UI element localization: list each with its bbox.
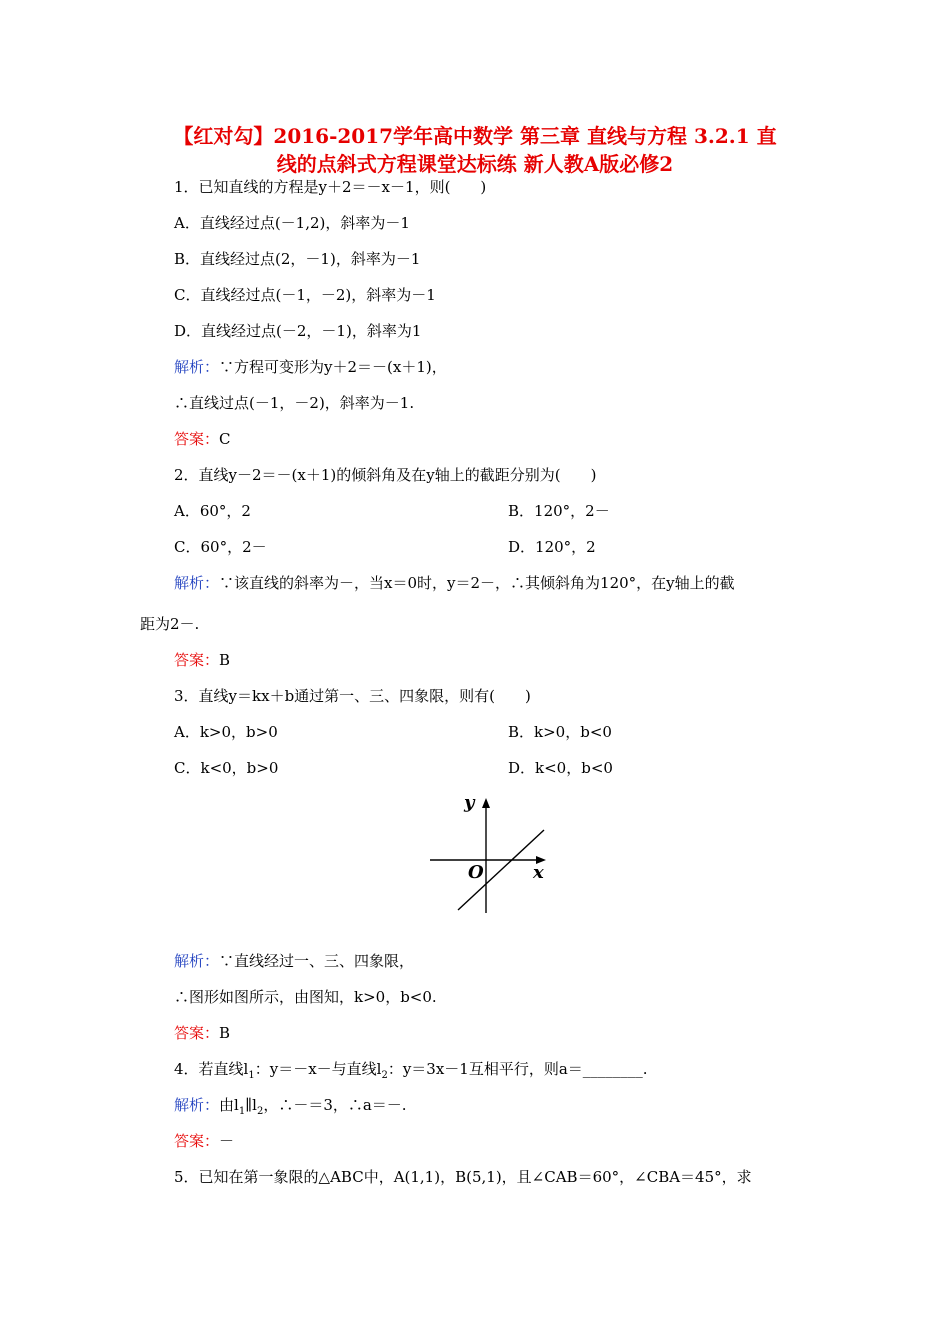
q1-analysis-text-1: ∵方程可变形为y＋2＝－(x＋1)， bbox=[219, 358, 447, 376]
q1-option-d: D．直线经过点(－2，－1)，斜率为1 bbox=[174, 322, 422, 340]
document-title bbox=[100, 122, 850, 178]
q4-stem-part-b: ：y＝－x－与直线l bbox=[254, 1060, 382, 1078]
title-line-1: 【红对勾】2016-2017学年高中数学 第三章 直线与方程 3.2.1 直 bbox=[173, 124, 777, 148]
q1-analysis bbox=[174, 357, 447, 377]
q2-answer bbox=[174, 650, 230, 670]
analysis-label: 解析： bbox=[174, 358, 220, 376]
y-axis-arrow bbox=[482, 798, 490, 808]
analysis-label: 解析： bbox=[174, 952, 220, 970]
q3-analysis-text-2: ∴图形如图所示，由图知，k>0，b<0. bbox=[174, 988, 437, 1006]
q4-answer-value: － bbox=[219, 1132, 235, 1150]
answer-label: 答案： bbox=[174, 1132, 220, 1150]
q2-option-c: C．60°，2－ bbox=[174, 538, 267, 556]
title-line-2: 线的点斜式方程课堂达标练 新人教A版必修2 bbox=[276, 152, 674, 176]
q1-answer-value: C bbox=[219, 430, 231, 448]
q4-analysis-subscript-1: 1 bbox=[238, 1106, 246, 1117]
q3-coordinate-figure bbox=[420, 788, 560, 918]
q4-stem bbox=[174, 1059, 648, 1086]
answer-label: 答案： bbox=[174, 651, 220, 669]
analysis-label: 解析： bbox=[174, 1096, 220, 1114]
answer-label: 答案： bbox=[174, 1024, 220, 1042]
q3-answer-value: B bbox=[219, 1024, 231, 1042]
q4-analysis-part-c: ，∴－＝3，∴a＝－. bbox=[263, 1096, 407, 1114]
q3-option-c: C．k<0，b>0 bbox=[174, 759, 279, 777]
q4-analysis-part-b: ∥l bbox=[245, 1096, 257, 1114]
q3-analysis-text-1: ∵直线经过一、三、四象限， bbox=[219, 952, 415, 970]
q3-option-a: A．k>0，b>0 bbox=[174, 723, 278, 741]
q4-analysis bbox=[174, 1095, 407, 1122]
analysis-label: 解析： bbox=[174, 574, 220, 592]
q2-option-d: D．120°，2 bbox=[508, 538, 596, 556]
y-axis-label: y bbox=[464, 792, 475, 813]
q1-option-a: A．直线经过点(－1,2)，斜率为－1 bbox=[174, 214, 410, 232]
q4-subscript-2: 2 bbox=[381, 1070, 388, 1081]
q3-stem: 3．直线y＝kx＋b通过第一、三、四象限，则有( ) bbox=[174, 687, 531, 705]
q1-option-c: C．直线经过点(－1，－2)，斜率为－1 bbox=[174, 286, 436, 304]
q2-option-a: A．60°，2 bbox=[174, 502, 251, 520]
x-axis-label: x bbox=[533, 862, 544, 883]
q4-analysis-subscript-2: 2 bbox=[256, 1106, 264, 1117]
q3-option-d: D．k<0，b<0 bbox=[508, 759, 613, 777]
q1-option-b: B．直线经过点(2，－1)，斜率为－1 bbox=[174, 250, 421, 268]
q3-option-b: B．k>0，b<0 bbox=[508, 723, 612, 741]
origin-label: O bbox=[468, 862, 484, 883]
q2-analysis-text-2: 距为2－. bbox=[140, 615, 200, 633]
q4-analysis-part-a: 由l bbox=[219, 1096, 239, 1114]
q2-stem: 2．直线y－2＝－(x＋1)的倾斜角及在y轴上的截距分别为( ) bbox=[174, 466, 597, 484]
q4-stem-part-c: ：y＝3x－1互相平行，则a＝________. bbox=[387, 1060, 648, 1078]
q4-answer bbox=[174, 1131, 234, 1151]
q3-analysis bbox=[174, 951, 414, 971]
q2-answer-value: B bbox=[219, 651, 231, 669]
q1-analysis-text-2: ∴直线过点(－1，－2)，斜率为－1. bbox=[174, 394, 415, 412]
q1-answer bbox=[174, 429, 231, 449]
q3-answer bbox=[174, 1023, 230, 1043]
q2-analysis-text-1: ∵该直线的斜率为－，当x＝0时，y＝2－，∴其倾斜角为120°，在y轴上的截 bbox=[219, 574, 735, 592]
q5-stem: 5．已知在第一象限的△ABC中，A(1,1)，B(5,1)，且∠CAB＝60°，∠CBA＝45°，求 bbox=[174, 1168, 752, 1186]
answer-label: 答案： bbox=[174, 430, 220, 448]
q2-analysis bbox=[174, 573, 735, 593]
q4-stem-part-a: 4．若直线l bbox=[174, 1060, 249, 1078]
q2-option-b: B．120°，2－ bbox=[508, 502, 610, 520]
q4-subscript-1: 1 bbox=[248, 1070, 255, 1081]
q1-stem: 1．已知直线的方程是y＋2＝－x－1，则( ) bbox=[174, 178, 487, 196]
